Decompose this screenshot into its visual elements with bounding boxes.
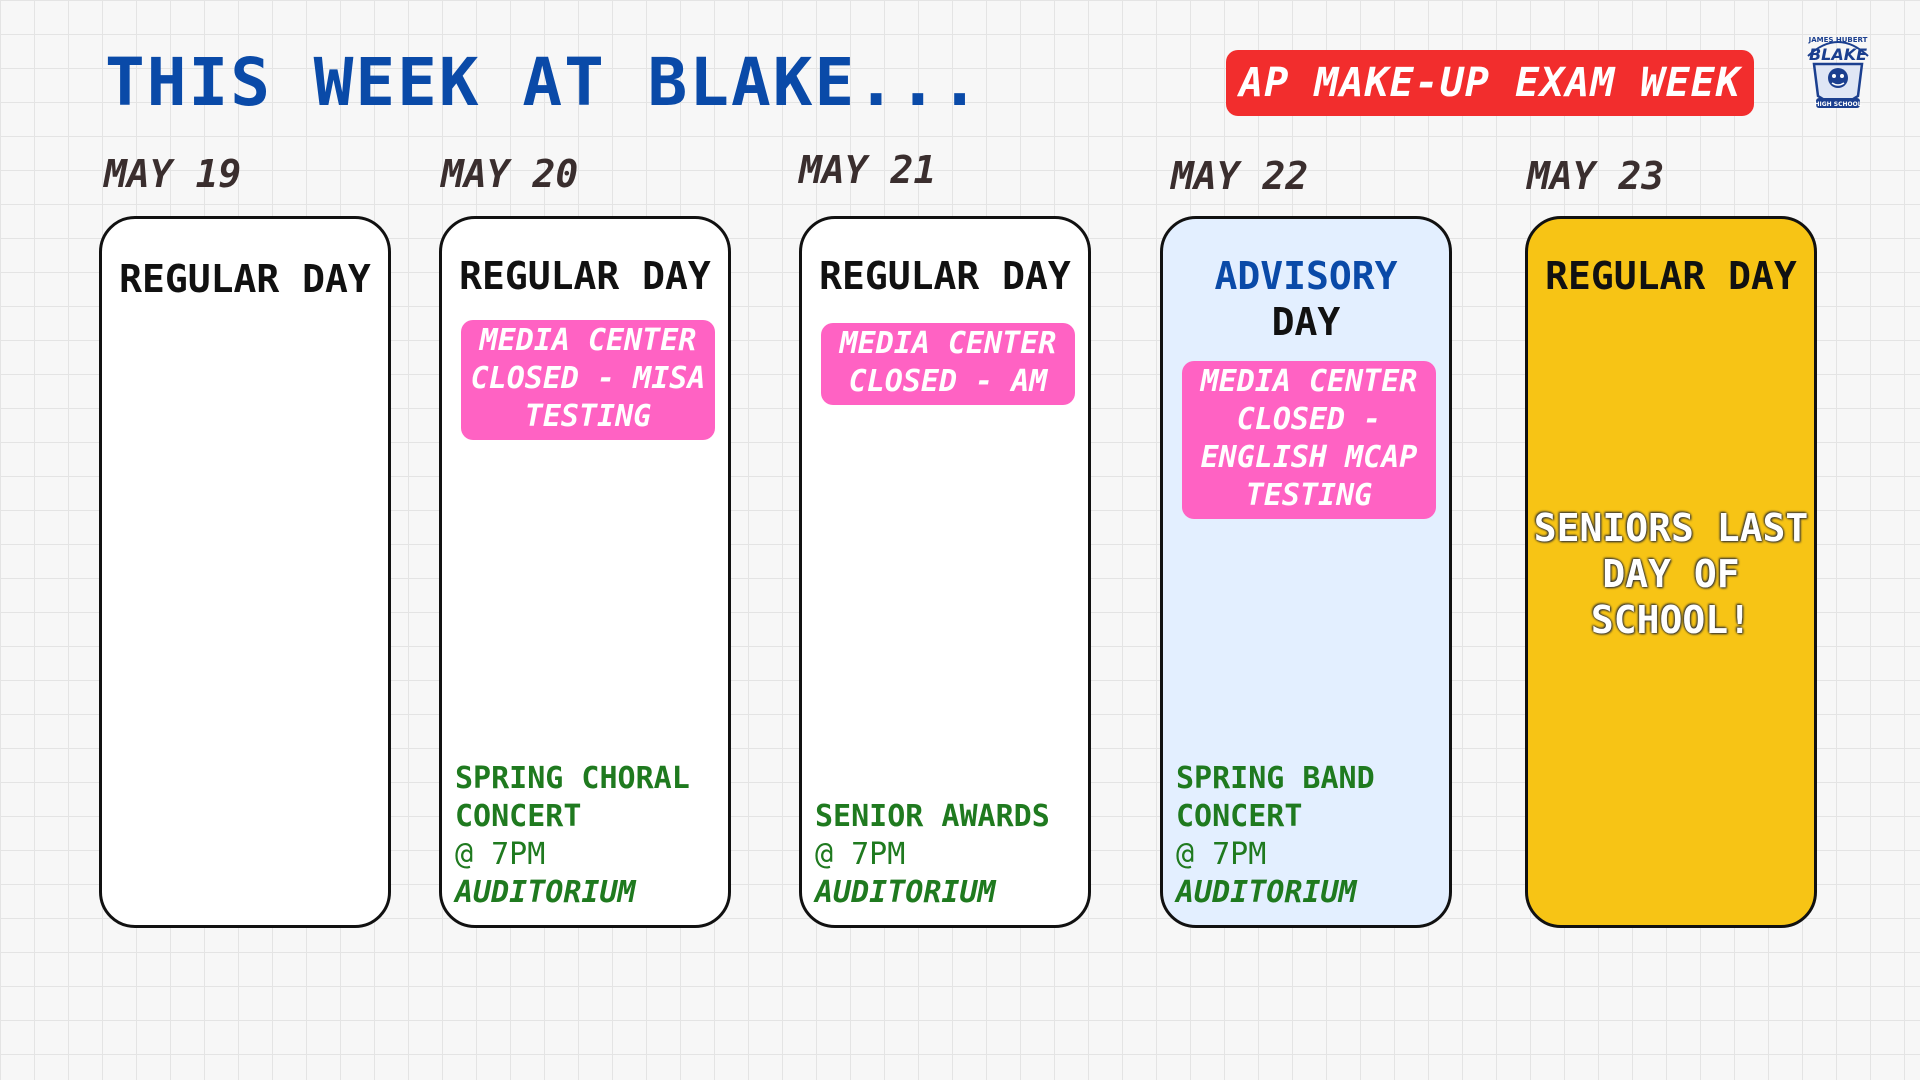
event-place: AUDITORIUM bbox=[815, 875, 996, 910]
date-may-23: MAY 23 bbox=[1527, 154, 1665, 198]
day-title-rest: DAY bbox=[1271, 300, 1341, 344]
event-senior-awards bbox=[815, 798, 1080, 912]
day-title: REGULAR DAY bbox=[1545, 254, 1797, 298]
school-crest-icon bbox=[1800, 26, 1876, 118]
event-time: @ 7PM bbox=[1176, 837, 1267, 872]
event-name: SENIOR AWARDS bbox=[815, 799, 1050, 834]
day-title bbox=[1163, 253, 1449, 345]
day-title: REGULAR DAY bbox=[819, 254, 1071, 298]
event-spring-band-concert bbox=[1176, 760, 1441, 912]
event-place: AUDITORIUM bbox=[1176, 875, 1357, 910]
date-may-22: MAY 22 bbox=[1171, 154, 1309, 198]
day-card-may-19 bbox=[99, 216, 391, 928]
svg-text:JAMES HUBERT: JAMES HUBERT bbox=[1808, 36, 1868, 44]
date-may-19: MAY 19 bbox=[104, 152, 242, 196]
event-time: @ 7PM bbox=[455, 837, 546, 872]
day-title-highlight: ADVISORY bbox=[1214, 254, 1398, 298]
day-card-may-23 bbox=[1525, 216, 1817, 928]
media-center-notice: MEDIA CENTER CLOSED - MISA TESTING bbox=[461, 320, 715, 440]
event-time: @ 7PM bbox=[815, 837, 906, 872]
day-title: REGULAR DAY bbox=[119, 257, 371, 301]
date-may-20: MAY 20 bbox=[441, 152, 579, 196]
event-name: SPRING BAND CONCERT bbox=[1176, 761, 1375, 834]
page-title: THIS WEEK AT BLAKE... bbox=[105, 44, 982, 121]
svg-text:BLAKE: BLAKE bbox=[1808, 45, 1868, 64]
media-center-notice: MEDIA CENTER CLOSED - AM bbox=[821, 323, 1075, 405]
seniors-last-day-note: SENIORS LAST DAY OF SCHOOL! bbox=[1533, 506, 1809, 642]
day-card-may-20 bbox=[439, 216, 731, 928]
exam-week-banner: AP MAKE-UP EXAM WEEK bbox=[1226, 50, 1754, 116]
svg-text:HIGH SCHOOL: HIGH SCHOOL bbox=[1814, 101, 1862, 108]
day-title: REGULAR DAY bbox=[459, 254, 711, 298]
media-center-notice: MEDIA CENTER CLOSED - ENGLISH MCAP TESTING bbox=[1182, 361, 1436, 519]
day-card-may-21 bbox=[799, 216, 1091, 928]
event-name: SPRING CHORAL CONCERT bbox=[455, 761, 690, 834]
event-spring-choral-concert bbox=[455, 760, 720, 912]
event-place: AUDITORIUM bbox=[455, 875, 636, 910]
day-card-may-22 bbox=[1160, 216, 1452, 928]
date-may-21: MAY 21 bbox=[799, 148, 937, 192]
